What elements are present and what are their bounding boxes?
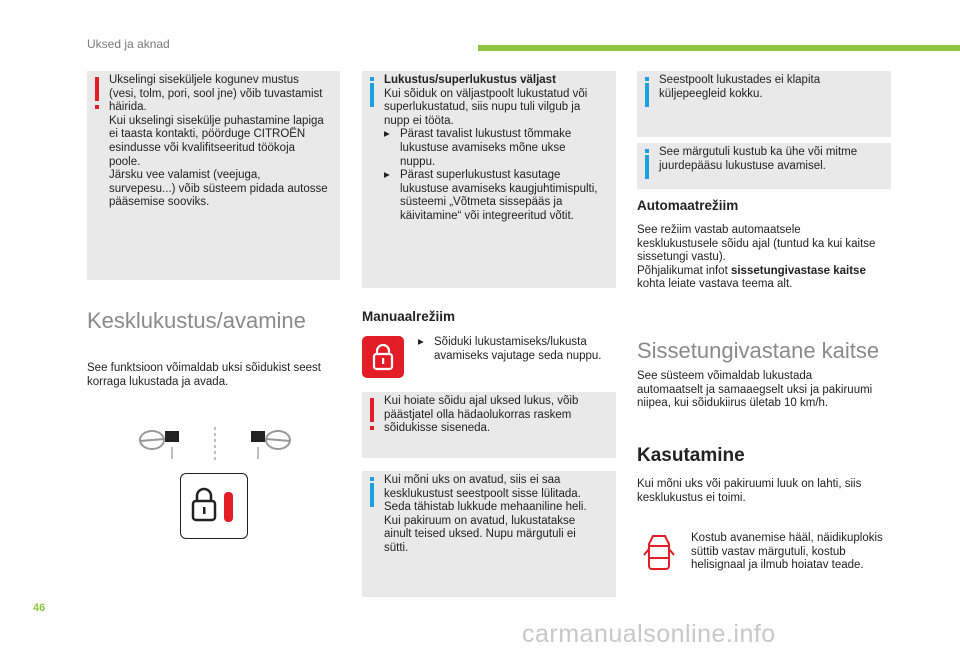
heading-central-locking: Kesklukustus/avamine [87, 308, 306, 333]
text-line: Pärast tavalist lukustust tõmmake [400, 128, 572, 141]
usage-text [637, 478, 897, 505]
info-icon [370, 483, 374, 507]
info-bullet-2 [384, 169, 610, 223]
info-text [659, 74, 885, 101]
text-line: See funktsioon võimaldab uksi sõidukist seest [87, 362, 321, 374]
right-lock-switch [251, 431, 265, 442]
left-seat-icon [140, 431, 164, 449]
info-body [384, 88, 610, 129]
text-line: süttib vastav märgutuli, kostub [691, 545, 846, 558]
text-line: Kui sõiduk on väljastpoolt lukustatud või [384, 87, 588, 100]
text-line: Pärast superlukustust kasutage [400, 169, 561, 182]
text-line: (vesi, tolm, pori, sool jne) võib tuvastamist [109, 87, 323, 100]
text-line: See režiim vastab automaatsele [637, 224, 801, 236]
text-line: lukustuse avamiseks mõne ukse [400, 141, 566, 154]
text-line: sissetungi vastu). [637, 251, 726, 264]
text-line: Kui mõni uks on avatud, siis ei saa [384, 474, 561, 486]
text-line: pääsemise sooviks. [109, 196, 210, 209]
text-line: Kui ukselingi sisekülje puhastamine lapiga [109, 114, 324, 127]
right-seat-icon [266, 431, 290, 449]
manual-mode-bullet [418, 336, 618, 363]
text-line: survepesu...) võib süsteem pidada autosse [109, 182, 328, 195]
warning-box-dirt [87, 71, 340, 280]
info-icon [645, 83, 649, 107]
warning-box-rescue [362, 392, 616, 458]
text-line: nupp ei tööta. [384, 114, 454, 127]
text-line: Seda tähistab lukkude mehaaniline heli. [384, 501, 587, 514]
text-line: sõidukisse siseneda. [384, 422, 491, 435]
header-accent-bar [478, 45, 960, 51]
text-line: päästjatel olla hädaolukorras raskem [384, 408, 572, 421]
text-line: Kostub avanemise hääl, näidikuplokis [691, 532, 883, 544]
text-line: kesklukustusele sõidu ajal (tuntud ka kui kaitse [637, 237, 876, 250]
text-line: Kui mõni uks või pakiruumi luuk on lahti, siis [637, 478, 862, 490]
heading-usage: Kasutamine [637, 445, 745, 466]
text-line: helisignaal ja ilmub hoiatav teade. [691, 559, 864, 572]
text-line: nuppu. [400, 155, 436, 168]
warning-text [109, 74, 334, 210]
padlock-white-icon [362, 336, 404, 378]
text-line: niipea, kui sõidukiirus ületab 10 km/h. [637, 397, 829, 410]
warning-text [384, 395, 610, 436]
heading-manual-mode: Manuaalrežiim [362, 309, 456, 324]
text-line: kesklukustust seestpoolt sisse lülitada. [384, 487, 581, 500]
text-line: See märgutuli kustub ka ühe või mitme [659, 146, 858, 158]
text-line: Järsku vee valamist (veejuga, [109, 169, 261, 182]
info-box-door-open [362, 471, 616, 597]
open-door-car-icon [642, 532, 676, 574]
text-line: ei taasta kontakti, pöörduge CITROËN [109, 128, 306, 141]
text-line: süsteemi „Võtmeta sissepääs ja [400, 196, 563, 209]
lock-button-panel [180, 473, 248, 539]
info-box-indicator [637, 143, 891, 189]
text-line: ainult teised uksed. Nupu märgutuli ei [384, 528, 576, 541]
text-line: automaatselt ja samaaegselt uksi ja pakiruumi [637, 383, 873, 396]
text-line: Kui hoiate sõidu ajal uksed lukus, võib [384, 395, 579, 407]
text-line: kesklukustus ei toimi. [637, 491, 746, 504]
warning-icon [95, 77, 99, 101]
intrusion-protection-text [637, 370, 897, 411]
bullet-icon: ▸ [384, 128, 390, 141]
info-icon [645, 155, 649, 179]
bullet-icon: ▸ [384, 169, 390, 182]
text-line: lukustuse avamiseks kaugjuhtimispulti, [400, 182, 598, 195]
text-line: See süsteem võimaldab lukustada [637, 370, 813, 382]
text-line: häirida. [109, 101, 147, 114]
info-text [659, 146, 885, 173]
warning-icon [370, 398, 374, 422]
central-locking-text [87, 362, 347, 389]
section-title: Uksed ja aknad [87, 37, 170, 51]
info-text [384, 474, 610, 556]
text-line: küljepeegleid kokku. [659, 87, 763, 100]
heading-automatic-mode: Automaatrežiim [637, 198, 739, 213]
text-line: käivitamine“ või integreeritud võtit. [400, 209, 574, 222]
lock-button-icon [362, 336, 404, 378]
heading-intrusion-protection: Sissetungivastane kaitse [637, 338, 880, 363]
info-icon [370, 83, 374, 107]
info-box-external-locking [362, 71, 616, 288]
usage-icon-text [691, 532, 901, 573]
text-line: korraga lukustada ja avada. [87, 375, 229, 388]
automatic-mode-reference: Põhjalikumat infot sissetungivastase kaitse [637, 264, 866, 277]
text-line: juurdepääsu lukustuse avamisel. [659, 159, 826, 172]
left-lock-switch [165, 431, 179, 442]
info-bullet-1 [384, 128, 610, 169]
text-line: poole. [109, 155, 141, 168]
info-title: Lukustus/superlukustus väljast [384, 74, 556, 86]
bullet-icon: ▸ [418, 336, 424, 348]
watermark: carmanualsonline.info [522, 620, 776, 648]
text-line: Seestpoolt lukustades ei klapita [659, 74, 821, 86]
info-text [384, 74, 610, 224]
text-line: Sõiduki lukustamiseks/lukusta [434, 336, 587, 348]
text-line: esindusse või kvalifitseeritud töökoja [109, 141, 296, 154]
page-number: 46 [33, 602, 46, 614]
text-line: Kui pakiruum on avatud, lukustatakse [384, 514, 576, 527]
info-box-mirrors [637, 71, 891, 137]
text-line: Ukselingi siseküljele kogunev mustus [109, 74, 299, 86]
padlock-icon [181, 474, 247, 538]
text-line: avamiseks vajutage seda nuppu. [434, 349, 602, 362]
text-line: superlukustatud, siis nupu tuli vilgub ja [384, 101, 581, 114]
text-line: sütti. [384, 541, 409, 554]
automatic-mode-text: See režiim vastab automaatsele kesklukustusele sõidu ajal (tuntud ka kui kaitse sissetungi vastu). Põhjalikumat infot sissetungivastase kaitse kohta leiate vastava teema alt. [637, 224, 897, 292]
